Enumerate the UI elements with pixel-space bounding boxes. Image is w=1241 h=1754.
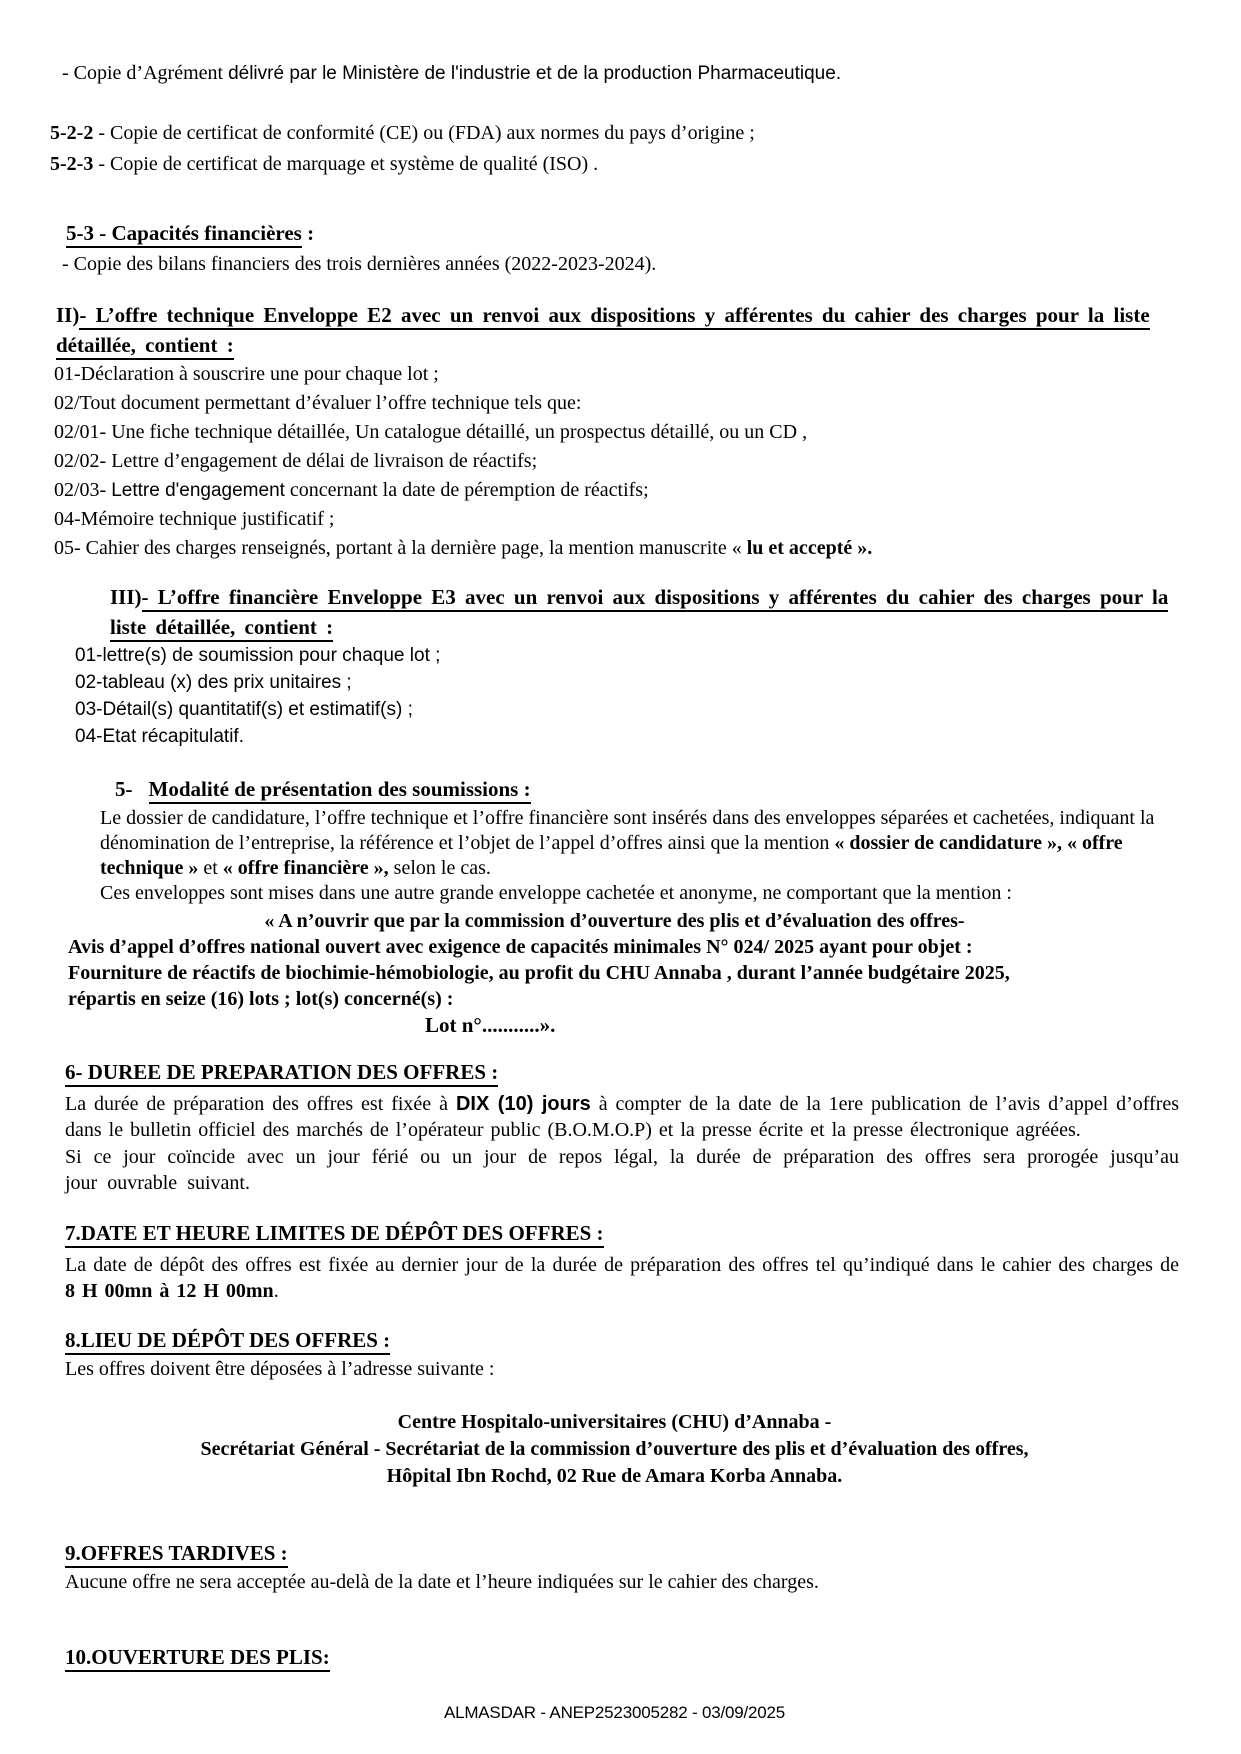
e3-item-03: 03-Détail(s) quantitatif(s) et estimatif(s) ;: [75, 699, 413, 720]
e2-item-02: 02/Tout document permettant d’évaluer l’offre technique tels que:: [54, 392, 582, 414]
section-heading-modalite-title: Modalité de présentation des soumissions :: [149, 777, 531, 804]
section-heading-8-title: 8.LIEU DE DÉPÔT DES OFFRES :: [65, 1328, 390, 1355]
e2-item-04: 04-Mémoire technique justificatif ;: [54, 508, 335, 530]
offres-tardives-paragraph: Aucune offre ne sera acceptée au-delà de la date et l’heure indiquées sur le cahier des charges.: [65, 1571, 819, 1593]
section-heading-e2-title: - L’offre technique Enveloppe E2 avec un renvoi aux dispositions y afférentes du cahier des charges pour la liste détaillée, contient :: [56, 303, 1150, 360]
modalite-p1-bold-1: « dossier de candidature », « offre technique »: [100, 832, 1123, 879]
modalite-paragraph-2: Ces enveloppes sont mises dans une autre grande enveloppe cachetée et anonyme, ne comportant que la mention :: [100, 882, 1012, 904]
modalite-p1-et: et: [198, 857, 223, 879]
item-5-2-2-number: 5-2-2: [50, 122, 94, 144]
address-line-3: Hôpital Ibn Rochd, 02 Rue de Amara Korba Annaba.: [386, 1465, 843, 1487]
duree-paragraph-2: Si ce jour coïncide avec un jour férié ou un jour de repos légal, la durée de préparation des offres sera prorogée jusqu’au jour ouvrable suivant.: [65, 1146, 1179, 1194]
section-heading-5-3-title: 5-3 - Capacités financières: [66, 221, 302, 248]
duree-p1-dix-jours: DIX (10) jours: [455, 1093, 591, 1115]
modalite-paragraph-1: [50, 806, 1179, 881]
date-depot-text-a: La date de dépôt des offres est fixée au dernier jour de la durée de préparation des offres tel qu’indiqué dans le cahier des charges de: [65, 1254, 1179, 1276]
item-5-2-2-text: - Copie de certificat de conformité (CE) ou (FDA) aux normes du pays d’origine ;: [93, 122, 755, 144]
section-heading-9-title: 9.OFFRES TARDIVES :: [65, 1541, 288, 1568]
section-heading-7: [50, 1218, 1179, 1249]
item-5-2-3-number: 5-2-3: [50, 153, 94, 175]
address-line-2: Secrétariat Général - Secrétariat de la commission d’ouverture des plis et d’évaluation des offres,: [200, 1438, 1029, 1460]
item-5-2-2: [50, 118, 1179, 149]
avis-line-1: Avis d’appel d’offres national ouvert avec exigence de capacités minimales N° 024/ 2025 ayant pour objet :: [68, 936, 973, 958]
modalite-p1-bold-2: « offre financière »,: [222, 857, 394, 879]
lieu-depot-paragraph: Les offres doivent être déposées à l’adresse suivante :: [65, 1358, 495, 1380]
date-depot-hours-bold: 8 H 00mn à 12 H 00mn: [65, 1280, 274, 1302]
e2-item-05: [54, 534, 1179, 563]
e3-items-list: [50, 642, 1179, 750]
agrement-line: [50, 60, 1179, 87]
modalite-p1-text-c: selon le cas.: [393, 857, 491, 879]
e3-item-01: 01-lettre(s) de soumission pour chaque lot ;: [75, 645, 441, 666]
lot-number-line: Lot n°...........».: [425, 1013, 556, 1037]
address-block: [50, 1409, 1179, 1490]
section-heading-9: [50, 1538, 1179, 1569]
e2-item-05-text: 05- Cahier des charges renseignés, portant à la dernière page, la mention manuscrite «: [54, 537, 747, 559]
e2-item-02-03: [54, 476, 1179, 505]
section-heading-5-3-colon: :: [301, 221, 315, 245]
e3-item-04: 04-Etat récapitulatif.: [75, 726, 244, 747]
e2-item-02-03-sans: Lettre d'engagement: [111, 480, 285, 501]
section-heading-modalite-number: 5-: [115, 777, 133, 801]
item-5-2-3: [50, 149, 1179, 180]
e3-item-02: 02-tableau (x) des prix unitaires ;: [75, 672, 352, 693]
section-heading-6: [50, 1057, 1179, 1088]
section-heading-5-3: [50, 218, 1179, 249]
section-heading-6-title: 6- DUREE DE PREPARATION DES OFFRES :: [65, 1060, 498, 1087]
section-heading-10-title: 10.OUVERTURE DES PLIS:: [65, 1645, 330, 1672]
e2-item-02-03-prefix: 02/03-: [54, 479, 112, 501]
section-heading-modalite: [50, 774, 1179, 804]
e2-item-05-bold: lu et accepté ».: [746, 537, 873, 559]
date-depot-period: .: [273, 1280, 279, 1302]
footer-publication-note: ALMASDAR - ANEP2523005282 - 03/09/2025: [443, 1703, 786, 1722]
e2-item-02-02: 02/02- Lettre d’engagement de délai de livraison de réactifs;: [54, 450, 538, 472]
bilans-line: - Copie des bilans financiers des trois dernières années (2022-2023-2024).: [62, 253, 657, 275]
date-depot-paragraph: [50, 1252, 1179, 1304]
agrement-sans-text: délivré par le Ministère de l'industrie et de la production Pharmaceutique.: [228, 63, 842, 84]
section-heading-e2-number: II): [56, 303, 80, 327]
e2-item-02-03-rest: concernant la date de péremption de réactifs;: [284, 479, 649, 501]
section-heading-e3-title: - L’offre financière Enveloppe E3 avec un renvoi aux dispositions y afférentes du cahier des charges pour la liste détaillée, contient :: [110, 585, 1168, 642]
duree-p1-text-a: La durée de préparation des offres est fixée à: [65, 1093, 456, 1115]
e2-item-02-01: 02/01- Une fiche technique détaillée, Un catalogue détaillé, un prospectus détaillé, ou un CD ,: [54, 421, 808, 443]
section-heading-8: [50, 1325, 1179, 1356]
duree-paragraph-1: [50, 1091, 1179, 1143]
mention-ouverture-line: « A n’ouvrir que par la commission d’ouverture des plis et d’évaluation des offres-: [264, 910, 965, 932]
address-line-1: Centre Hospitalo-universitaires (CHU) d’Annaba -: [397, 1411, 832, 1433]
e2-item-01: 01-Déclaration à souscrire une pour chaque lot ;: [54, 363, 439, 385]
e2-items-list: [50, 360, 1179, 563]
avis-line-3: répartis en seize (16) lots ; lot(s) concerné(s) :: [68, 988, 454, 1010]
modalite-p1-text-a: Le dossier de candidature, l’offre technique et l’offre financière sont insérés dans des enveloppes séparées et cachetées, indiquant la dénomination de l’entreprise, la référence et l’objet de l’appel d’offres ainsi que la mention: [100, 807, 1155, 854]
section-heading-e2: [50, 300, 1179, 360]
section-heading-e3: [50, 582, 1179, 642]
item-5-2-3-text: - Copie de certificat de marquage et système de qualité (ISO) .: [93, 153, 599, 175]
duree-p1-text-c: à compter de la date de la 1ere publication de l’avis d’appel d’offres dans le bulletin officiel des marchés de l’opérateur public (B.O.M.O.P) et la presse écrite et la presse électronique agréées.: [65, 1093, 1180, 1141]
section-heading-10: [50, 1642, 1179, 1673]
section-heading-7-title: 7.DATE ET HEURE LIMITES DE DÉPÔT DES OFFRES :: [65, 1221, 604, 1248]
avis-line-2: Fourniture de réactifs de biochimie-hémobiologie, au profit du CHU Annaba , durant l’année budgétaire 2025,: [68, 962, 1010, 984]
agrement-serif-text: - Copie d’Agrément: [62, 62, 229, 84]
section-heading-e3-number: III): [110, 585, 142, 609]
